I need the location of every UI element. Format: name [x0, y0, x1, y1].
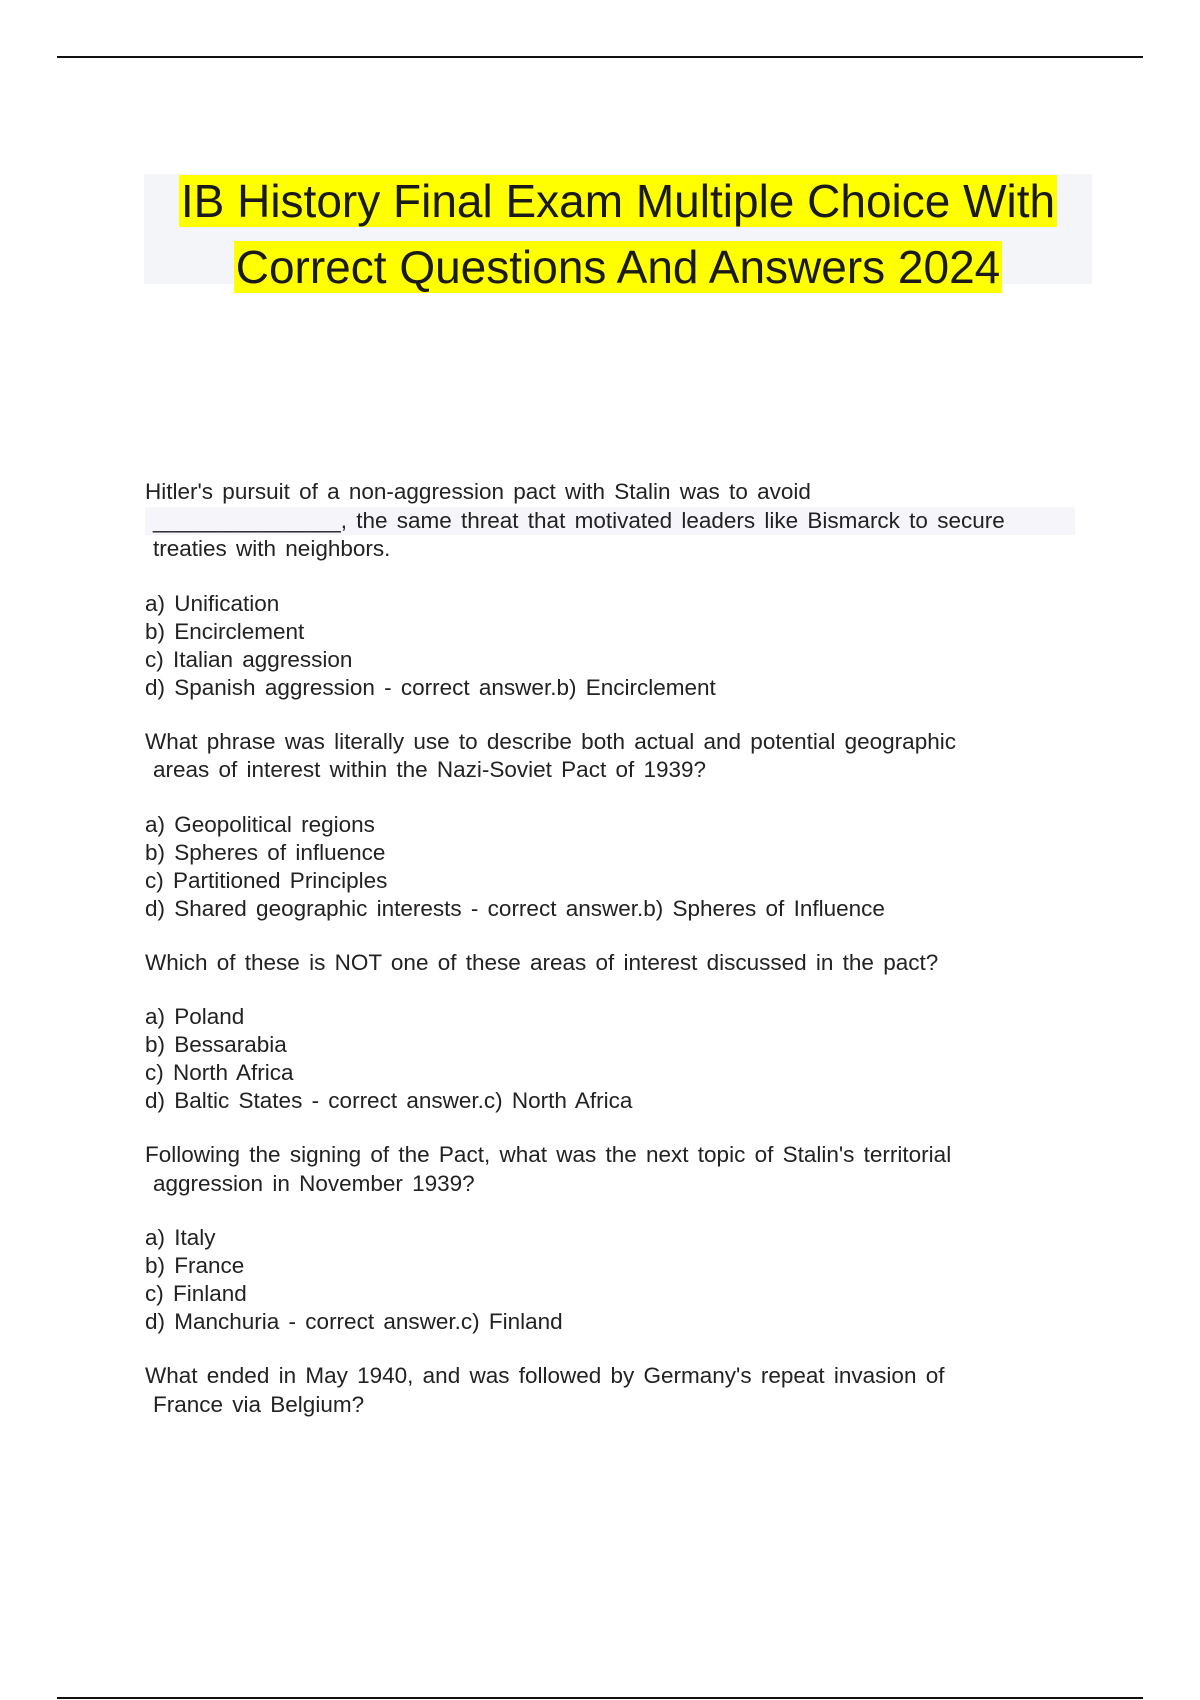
question-list — [145, 478, 1075, 1445]
option-item: b) France — [145, 1253, 245, 1278]
option-answer-item: d) Spanish aggression - correct answer.b) Encirclement — [145, 674, 716, 700]
question-1-options — [145, 590, 1075, 702]
option-item: a) Italy — [145, 1225, 216, 1250]
bottom-divider — [57, 1697, 1143, 1699]
question-2 — [145, 728, 1075, 785]
option-answer-item: d) Baltic States - correct answer.c) North Africa — [145, 1088, 633, 1113]
option-item: a) Geopolitical regions — [145, 811, 375, 837]
question-3-options — [145, 1003, 1075, 1115]
question-1-line-2: _______________, the same threat that motivated leaders like Bismarck to secure — [145, 507, 1075, 536]
option-item: b) Spheres of influence — [145, 839, 386, 865]
option-item: c) Italian aggression — [145, 646, 353, 672]
option-item: c) Finland — [145, 1281, 247, 1306]
option-item: a) Poland — [145, 1004, 245, 1029]
question-1-line-3: treaties with neighbors. — [153, 536, 391, 561]
question-3-line-1: Which of these is NOT one of these areas of interest discussed in the pact? — [145, 949, 939, 975]
question-5 — [145, 1362, 1075, 1419]
option-answer-item: d) Shared geographic interests - correct answer.b) Spheres of Influence — [145, 895, 885, 921]
option-item: b) Encirclement — [145, 618, 305, 644]
title-line-2: Correct Questions And Answers 2024 — [235, 241, 1001, 293]
top-divider — [57, 56, 1143, 58]
option-item: c) Partitioned Principles — [145, 867, 388, 893]
question-2-options — [145, 811, 1075, 923]
option-item: a) Unification — [145, 590, 280, 616]
question-2-line-2: areas of interest within the Nazi-Soviet Pact of 1939? — [153, 757, 707, 782]
question-4-line-1: Following the signing of the Pact, what was the next topic of Stalin's territorial — [145, 1142, 952, 1167]
title-line-1: IB History Final Exam Multiple Choice With — [180, 175, 1056, 227]
question-3 — [145, 949, 1075, 978]
option-item: c) North Africa — [145, 1060, 294, 1085]
option-answer-item: d) Manchuria - correct answer.c) Finland — [145, 1309, 563, 1334]
question-4-line-2: aggression in November 1939? — [153, 1170, 475, 1196]
question-4-options — [145, 1224, 1075, 1336]
question-4 — [145, 1141, 1075, 1198]
question-5-line-2: France via Belgium? — [153, 1391, 365, 1417]
question-5-line-1: What ended in May 1940, and was followed by Germany's repeat invasion of — [145, 1363, 945, 1388]
question-2-line-1: What phrase was literally use to describe both actual and potential geographic — [145, 728, 956, 754]
option-item: b) Bessarabia — [145, 1032, 287, 1057]
document-title — [144, 174, 1092, 293]
question-1-line-1: Hitler's pursuit of a non-aggression pact with Stalin was to avoid — [145, 479, 811, 504]
question-1 — [145, 478, 1075, 564]
